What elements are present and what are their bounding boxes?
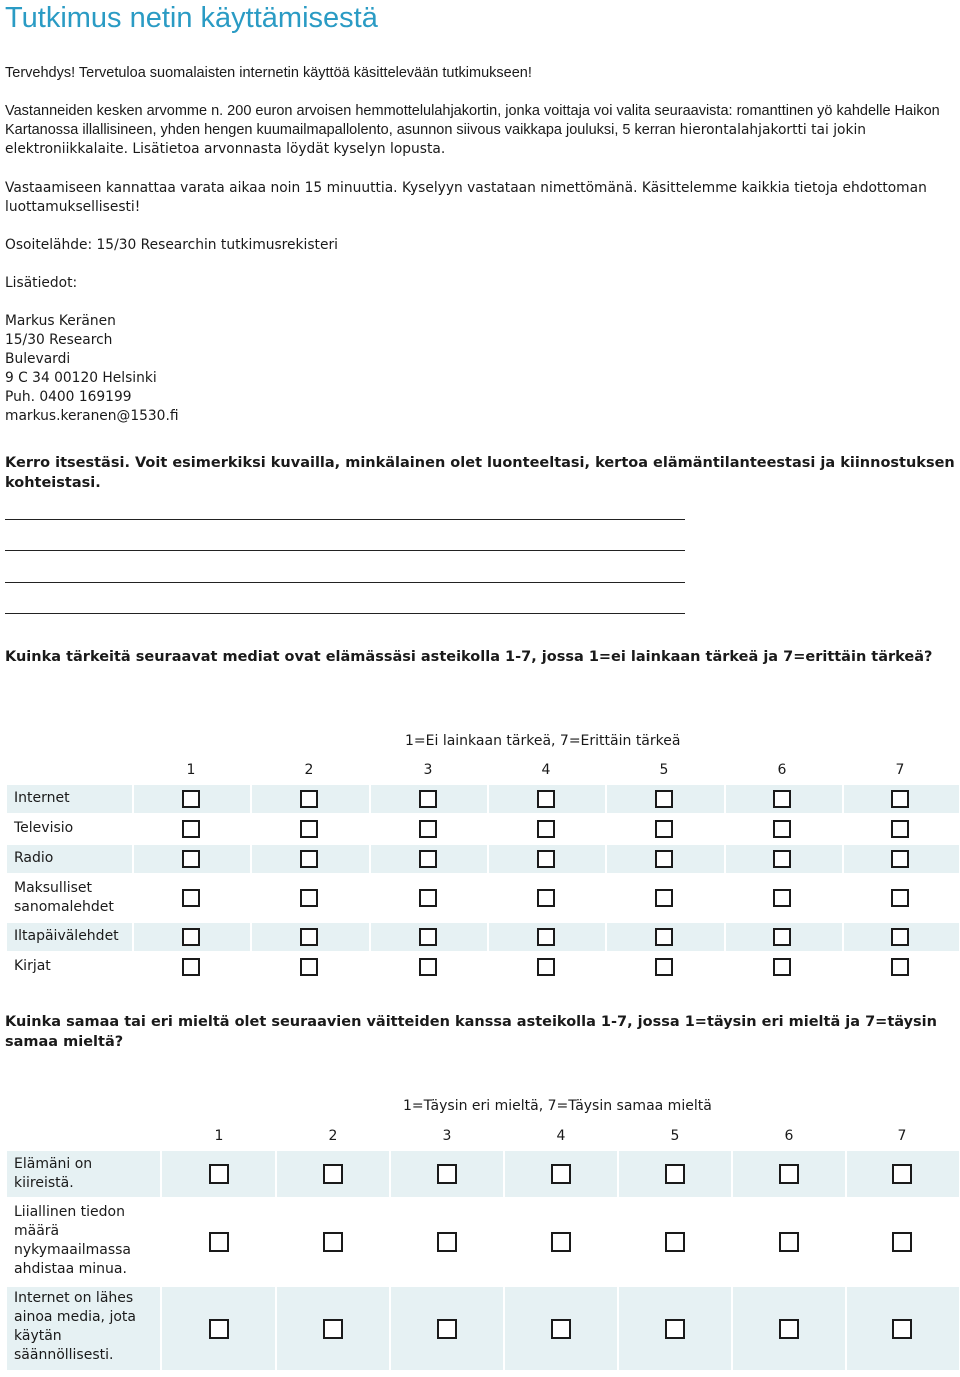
contact-address: 9 C 34 00120 Helsinki (5, 370, 157, 386)
q2-row-label: Radio (14, 850, 54, 866)
q3-checkbox-2[interactable] (323, 1319, 343, 1339)
question-1-text: Kerro itsestäsi. Voit esimerkiksi kuvailla, minkälainen olet luonteeltasi, kertoa elämäntilanteestasi ja kiinnostuksen kohteistasi. (5, 455, 955, 491)
q2-checkbox-5[interactable] (655, 928, 673, 946)
q3-column-1: 1 (214, 1128, 224, 1144)
q3-checkbox-3[interactable] (437, 1164, 457, 1184)
q2-checkbox-2[interactable] (300, 958, 318, 976)
q2-checkbox-3[interactable] (419, 850, 437, 868)
q2-row (5, 785, 959, 813)
q3-row-label: Internet on lähes ainoa media, jota käytän säännöllisesti. (14, 1290, 136, 1363)
more-info-label: Lisätiedot: (5, 275, 78, 291)
q3-column-7: 7 (897, 1128, 907, 1144)
q2-checkbox-4[interactable] (537, 790, 555, 808)
q3-row-label: Liiallinen tiedon määrä nykymaailmassa ahdistaa minua. (14, 1204, 132, 1277)
question-2-scale-caption: 1=Ei lainkaan tärkeä, 7=Erittäin tärkeä (405, 733, 681, 749)
q3-checkbox-1[interactable] (209, 1164, 229, 1184)
q3-checkbox-1[interactable] (209, 1319, 229, 1339)
q2-checkbox-2[interactable] (300, 790, 318, 808)
q3-checkbox-3[interactable] (437, 1232, 457, 1252)
contact-street: Bulevardi (5, 351, 71, 367)
q2-checkbox-1[interactable] (182, 790, 200, 808)
contact-company: 15/30 Research (5, 332, 113, 348)
q3-column-2: 2 (328, 1128, 338, 1144)
q3-column-3: 3 (442, 1128, 452, 1144)
q3-checkbox-1[interactable] (209, 1232, 229, 1252)
time-note: Vastaamiseen kannattaa varata aikaa noin 15 minuuttia. Kyselyyn vastataan nimettömänä. Käsittelemme kaikkia tietoja ehdottoman luottamuksellisesti! (5, 180, 927, 215)
q2-row-label: Internet (14, 790, 70, 806)
question-3-text: Kuinka samaa tai eri mieltä olet seuraavien väitteiden kanssa asteikolla 1-7, jossa 1=täysin eri mieltä ja 7=täysin samaa mieltä? (5, 1014, 937, 1050)
q2-checkbox-7[interactable] (891, 928, 909, 946)
q2-row (5, 815, 959, 843)
q2-checkbox-7[interactable] (891, 850, 909, 868)
q2-checkbox-5[interactable] (655, 820, 673, 838)
answer-line-2[interactable] (5, 550, 685, 551)
q2-checkbox-1[interactable] (182, 958, 200, 976)
answer-line-3[interactable] (5, 582, 685, 583)
question-2-text: Kuinka tärkeitä seuraavat mediat ovat elämässäsi asteikolla 1-7, jossa 1=ei lainkaan tärkeä ja 7=erittäin tärkeä? (5, 649, 933, 665)
q2-checkbox-1[interactable] (182, 889, 200, 907)
greeting-text: Tervehdys! Tervetuloa suomalaisten internetin käyttöä käsittelevään tutkimukseen! (5, 65, 532, 81)
q3-checkbox-4[interactable] (551, 1319, 571, 1339)
q3-checkbox-6[interactable] (779, 1232, 799, 1252)
contact-email: markus.keranen@1530.fi (5, 408, 179, 424)
q2-row (5, 875, 959, 921)
q3-checkbox-2[interactable] (323, 1164, 343, 1184)
q2-checkbox-3[interactable] (419, 958, 437, 976)
q2-checkbox-6[interactable] (773, 820, 791, 838)
contact-name: Markus Keränen (5, 313, 116, 329)
q2-checkbox-1[interactable] (182, 850, 200, 868)
q2-column-1: 1 (186, 762, 196, 778)
q2-checkbox-6[interactable] (773, 790, 791, 808)
q3-row (5, 1199, 959, 1285)
q2-row-label: Televisio (14, 820, 74, 836)
contact-block (5, 312, 179, 426)
q2-checkbox-5[interactable] (655, 790, 673, 808)
prize-paragraph (5, 102, 955, 159)
q3-column-4: 4 (556, 1128, 566, 1144)
q3-checkbox-7[interactable] (892, 1164, 912, 1184)
q3-row (5, 1287, 959, 1370)
q2-checkbox-7[interactable] (891, 820, 909, 838)
q3-checkbox-7[interactable] (892, 1319, 912, 1339)
q2-checkbox-1[interactable] (182, 820, 200, 838)
q2-checkbox-6[interactable] (773, 958, 791, 976)
q2-checkbox-4[interactable] (537, 958, 555, 976)
q2-checkbox-5[interactable] (655, 958, 673, 976)
answer-line-4[interactable] (5, 613, 685, 614)
q2-checkbox-4[interactable] (537, 928, 555, 946)
q2-checkbox-2[interactable] (300, 820, 318, 838)
q2-checkbox-2[interactable] (300, 889, 318, 907)
q2-checkbox-3[interactable] (419, 928, 437, 946)
q2-row (5, 953, 959, 981)
q3-checkbox-5[interactable] (665, 1232, 685, 1252)
q2-checkbox-5[interactable] (655, 850, 673, 868)
q3-row-label: Elämäni on kiireistä. (14, 1156, 93, 1191)
q3-checkbox-4[interactable] (551, 1232, 571, 1252)
q2-checkbox-1[interactable] (182, 928, 200, 946)
q2-checkbox-6[interactable] (773, 928, 791, 946)
q2-checkbox-5[interactable] (655, 889, 673, 907)
q2-checkbox-7[interactable] (891, 889, 909, 907)
q2-checkbox-4[interactable] (537, 889, 555, 907)
q3-column-5: 5 (670, 1128, 680, 1144)
q2-row-label: Maksulliset sanomalehdet (14, 880, 114, 915)
page-title: Tutkimus netin käyttämisestä (5, 2, 378, 34)
prize-lead-text: Vastanneiden kesken arvomme n. 200 euron arvoisen hemmottelulahjakortin, jonka voittaja voi valita seuraavista: romanttinen yö kahdelle Haikon Kartanossa illallisineen, yhden hengen kuumailmapallolento, asunnon siivous vaikkapa jouluksi, 5 kerran (5, 103, 940, 138)
q2-checkbox-3[interactable] (419, 820, 437, 838)
q2-column-2: 2 (304, 762, 314, 778)
q2-checkbox-6[interactable] (773, 889, 791, 907)
q2-row-label: Iltapäivälehdet (14, 928, 119, 944)
q3-column-6: 6 (784, 1128, 794, 1144)
q3-checkbox-7[interactable] (892, 1232, 912, 1252)
q2-column-6: 6 (777, 762, 787, 778)
q3-checkbox-4[interactable] (551, 1164, 571, 1184)
q3-checkbox-3[interactable] (437, 1319, 457, 1339)
q2-checkbox-2[interactable] (300, 850, 318, 868)
q2-column-4: 4 (541, 762, 551, 778)
q3-checkbox-5[interactable] (665, 1319, 685, 1339)
q2-column-5: 5 (659, 762, 669, 778)
q3-checkbox-2[interactable] (323, 1232, 343, 1252)
q2-checkbox-4[interactable] (537, 850, 555, 868)
q3-row (5, 1151, 959, 1197)
q2-checkbox-7[interactable] (891, 790, 909, 808)
q2-checkbox-2[interactable] (300, 928, 318, 946)
answer-line-1[interactable] (5, 519, 685, 520)
q3-checkbox-6[interactable] (779, 1319, 799, 1339)
q2-checkbox-6[interactable] (773, 850, 791, 868)
prize-tail-text: hierontalahjakortti tai jokin elektroniikkalaite. Lisätietoa arvonnasta löydät kyselyn lopusta. (5, 122, 867, 157)
question-3-scale-caption: 1=Täysin eri mieltä, 7=Täysin samaa mieltä (403, 1098, 712, 1114)
q3-checkbox-6[interactable] (779, 1164, 799, 1184)
q2-checkbox-3[interactable] (419, 790, 437, 808)
q2-checkbox-3[interactable] (419, 889, 437, 907)
source-note: Osoitelähde: 15/30 Researchin tutkimusrekisteri (5, 237, 338, 253)
q3-checkbox-5[interactable] (665, 1164, 685, 1184)
q2-checkbox-7[interactable] (891, 958, 909, 976)
q2-column-7: 7 (895, 762, 905, 778)
q2-row (5, 923, 959, 951)
q2-row-label: Kirjat (14, 958, 51, 974)
contact-phone: Puh. 0400 169199 (5, 389, 132, 405)
q2-column-3: 3 (423, 762, 433, 778)
q2-row (5, 845, 959, 873)
q2-checkbox-4[interactable] (537, 820, 555, 838)
